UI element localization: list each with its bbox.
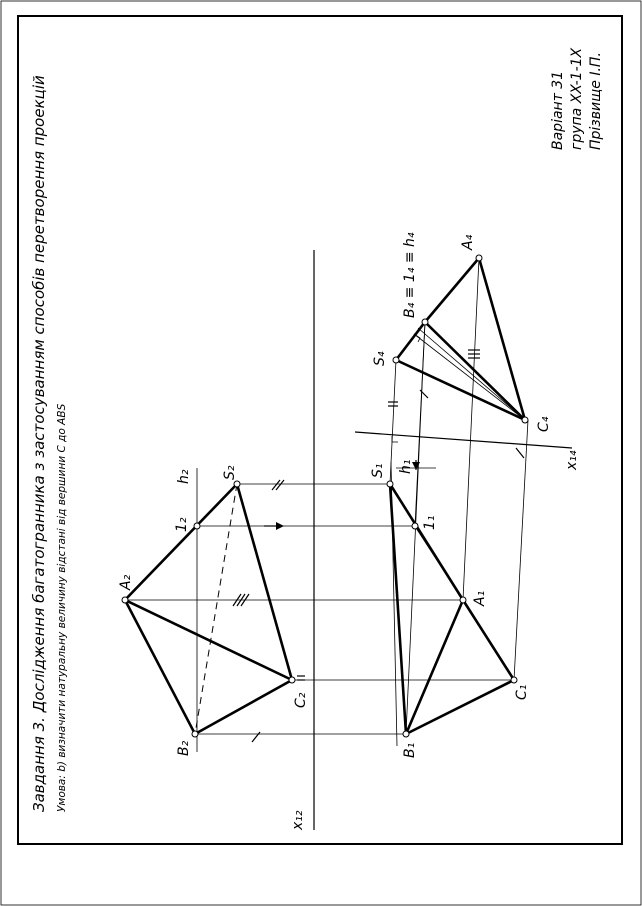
stamp-variant: Варіант 31 — [550, 70, 566, 150]
label-S4: S₄ — [372, 351, 388, 366]
page-title: Завдання 3. Дослідження багатогранника з застосуванням способів перетворення проекцій — [30, 75, 48, 812]
vertex-points — [122, 255, 528, 737]
tick-marks — [233, 350, 524, 742]
page-subtitle: Умова: b) визначити натуральну величину відстані від вершини C до ABS — [56, 403, 68, 812]
label-B1: B₁ — [402, 742, 418, 758]
auxiliary-links — [390, 258, 528, 734]
label-h2: h₂ — [176, 469, 192, 484]
inner-frame — [18, 16, 622, 844]
label-A1: A₁ — [472, 590, 488, 606]
axis-x14 — [355, 432, 572, 448]
label-11: 1₁ — [422, 515, 438, 530]
label-C4: C₄ — [536, 416, 552, 432]
label-A2: A₂ — [118, 574, 134, 590]
label-x14: x₁₄ — [564, 450, 580, 470]
label-12: 1₂ — [174, 517, 190, 532]
top-view — [390, 484, 514, 734]
outer-frame — [1, 1, 641, 905]
label-B4: B₄ ≡ 1₄ ≡ h₄ — [402, 232, 418, 318]
label-C2: C₂ — [293, 692, 309, 708]
label-x12: x₁₂ — [290, 810, 306, 830]
stamp-group: група XX-1-1X — [569, 47, 585, 150]
point-labels — [118, 232, 580, 831]
stamp-name: Прізвище І.П. — [588, 52, 604, 150]
label-C1: C₁ — [514, 684, 530, 700]
stamp — [550, 47, 604, 150]
right-angle-markers — [392, 334, 420, 442]
front-view — [125, 484, 292, 734]
label-B2: B₂ — [176, 740, 192, 756]
label-h1: h₁ — [398, 459, 414, 474]
label-S1: S₁ — [370, 463, 386, 478]
label-S2: S₂ — [222, 465, 238, 480]
label-A4: A₄ — [460, 234, 476, 250]
